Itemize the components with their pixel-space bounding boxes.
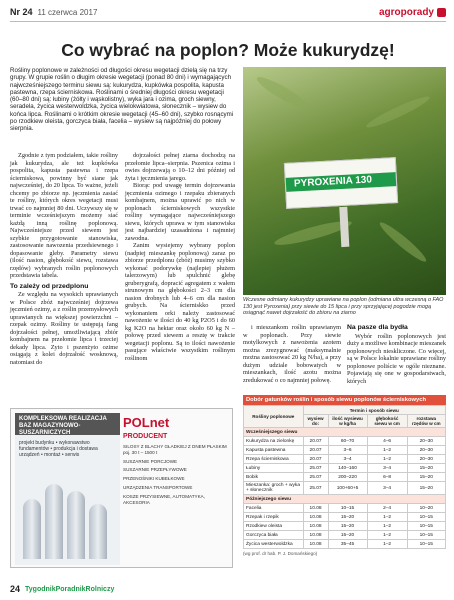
table-cell: 1–2 — [367, 531, 407, 540]
col2-paragraph-2: Biorąc pod uwagę termin dojrzewania jęczmienia ozimego i rzepaku zbieranych kombajnem, można uprawić po nich w poplonach ścierniskowych wszystkie rośliny wymagające najwcześniejszego siewu, których uprawa w tym stanowiska jest najbardziej uzasadniona i najmniej zawodna. — [125, 182, 235, 242]
table-cell: 1–2 — [367, 513, 407, 522]
article-title: Co wybrać na poplon? Może kukurydzę! — [61, 40, 395, 60]
table-row — [244, 446, 446, 455]
table-cell: 1–2 — [367, 446, 407, 455]
ad-product-line: PRZENOŚNIKI KUBEŁKOWE — [123, 476, 185, 482]
table-cell: 25.07 — [303, 473, 328, 482]
table-cell: Rzodkiew oleista — [244, 522, 304, 531]
ad-product-line: SILOSY Z BLACHY GŁADKIEJ Z DNEM PŁASKIM — [123, 444, 227, 449]
ad-right-panel — [123, 413, 228, 565]
polnet-logo: POLnet — [123, 415, 170, 430]
table-cell: 140–160 — [328, 464, 367, 473]
issue-date: 11 czerwca 2017 — [37, 7, 98, 17]
table-cell: 100+60+5 — [328, 482, 367, 495]
table-cell: 15–20 — [407, 473, 445, 482]
silo-image — [89, 504, 107, 559]
table-cell: 3–6 — [328, 446, 367, 455]
page-header — [10, 4, 446, 20]
column-4 — [347, 324, 446, 385]
table-cell: 10.08 — [303, 531, 328, 540]
table-row — [244, 513, 446, 522]
ad-product-line: SUSZARNIE PORCJOWE — [123, 458, 178, 464]
sowing-table — [243, 395, 446, 556]
table-header: wysiew do: — [303, 415, 328, 428]
table-source-note: (wg prof. dr hab. P. J. Domańskiego) — [243, 551, 318, 556]
table-cell: Rzepak i rzepik — [244, 513, 304, 522]
table-cell: 20.07 — [303, 437, 328, 446]
table-cell: 10–15 — [407, 513, 445, 522]
ad-product-line: poj. 30 t – 1500 t — [123, 449, 158, 455]
table-row — [244, 531, 446, 540]
table-header: Rośliny poplonowe — [244, 406, 304, 428]
table-cell: 1–2 — [367, 540, 407, 549]
variety-sign — [284, 157, 398, 209]
table-section: Późniejszego siewu — [244, 495, 446, 504]
ad-left-panel — [15, 413, 120, 565]
variety-sign-text: PYROXENIA 130 — [293, 174, 373, 190]
table-cell: 20–30 — [407, 437, 445, 446]
silo-image — [45, 484, 63, 559]
table-header: ilość wysiewu w kg/ha — [328, 415, 367, 428]
table-cell: 20–30 — [407, 455, 445, 464]
table-row — [244, 504, 446, 513]
table-row — [244, 482, 446, 495]
table-cell: 60–70 — [328, 437, 367, 446]
corn-field-photo — [243, 67, 446, 295]
table-cell: Życica westerwoldzka — [244, 540, 304, 549]
table-cell: Łubiny — [244, 464, 304, 473]
publication-title: TygodnikPoradnikRolniczy — [25, 585, 115, 593]
ad-producer-label: PRODUCENT — [123, 433, 168, 440]
table-cell: 1–2 — [367, 455, 407, 464]
table-cell: 10.08 — [303, 513, 328, 522]
column-2 — [125, 152, 235, 362]
table-cell: 15–20 — [328, 513, 367, 522]
col4-paragraph: Wybór roślin poplonowych jest duży a możliwe kombinacje mieszanek poplonowych nieskliczone. Co więcej, są w Polsce lokalnie uprawiane rośliny poplonowe poliście w ogóle nieznane. Pojawiają się one w gospodarstwach, których — [347, 332, 446, 385]
table-cell: 200–220 — [328, 473, 367, 482]
table-cell: 20.07 — [303, 455, 328, 464]
silo-image — [23, 499, 41, 559]
table-cell: 3–4 — [367, 464, 407, 473]
table-cell: Kukurydza na zielonkę — [244, 437, 304, 446]
table-cell: Facelia — [244, 504, 304, 513]
table-cell: 10.08 — [303, 522, 328, 531]
column-1 — [10, 152, 118, 366]
table-cell: 20–30 — [407, 446, 445, 455]
table-header: głębokość siewu w cm — [367, 415, 407, 428]
table-cell: 10–20 — [407, 504, 445, 513]
ad-product-line: SUSZARNIE PRZEPŁYWOWE — [123, 467, 187, 473]
ad-product-line: URZĄDZENIA TRANSPORTOWE — [123, 484, 193, 490]
article-lead: Rośliny poplonowe w zależności od długości okresu wegetacji dzielą się na trzy grupy. W grupie roślin o długim okresie wegetacji (ponad 80 dni) i wymagających najwcześniejszego terminu siewu są: kukurydza, kupkówka pospolita, kapusta pastewna, rzepa ścierniskowa. Roślinami o średniej długości okresu wegetacji (60–80 dni) są: łubiny (żółty i wąskolistny), wyka jara i ozima, groch siewny, seradela, życica westerwoldzka, życica wielokwiatowa, słonecznik – wysiew do końca lipca. Roślinami o krótkim okresie wegetacji (45–60 dni), szybko rosnącymi po rzodkiew oleista, gorczyca biała, facelia – wysiew są najpóźniej do połowy sierpnia. — [10, 67, 234, 133]
page-number: 24 — [10, 584, 21, 594]
table-cell: 15–20 — [407, 482, 445, 495]
table-cell: Gorczyca biała — [244, 531, 304, 540]
photo-caption: Wczesne odmiany kukurydzy uprawiane na poplon (odmiana ultra wczesną o FAO 130 jest Pyroxenia) przy siewie do 15 lipca i przy sprzyjającej pogodzie mogą osiągnąć nawet dojrzałość do zbioru na ziarno — [243, 297, 444, 317]
table-cell: 10.08 — [303, 504, 328, 513]
table-cell: 15–20 — [328, 531, 367, 540]
col1-paragraph: Zgodnie z tym podziałem, takie rośliny jak kukurydza, ale też kupkówka pospolita, kapusta pastewna i rzepa ścierniskowa, powinny być siane jak najwcześniej, do 20 lipca. To ważne, jeżeli chcemy po zbiorze np. jęczmienia zasiać te rośliny, których okres wegetacji musi trwać co najmniej 80 dni. Uczywszy się w terminie wcześniejszym możemy siać każdą inną roślinę poplonową. Najwcześniejsze przed siewem jest szybkie przygotowanie stanowiska, zastosowanie nawozenia przedsiewnego i dopasowanie gleby. Parametry siewu (ilość nasion, głębokość siewu, rozstawa rzędów) wybranych roślin poplonowych przedstawia tabela. — [10, 152, 118, 279]
table-cell: Mieszanka: groch + wyka + słonecznik — [244, 482, 304, 495]
section-heading-pasze: Na pasze dla bydła — [347, 324, 408, 331]
table-section: Wcześniejszego siewu — [244, 428, 446, 437]
table-title: Dobór gatunków roślin i sposób siewu poplonów ścierniskowych — [243, 395, 446, 405]
table-cell: 10–15 — [407, 540, 445, 549]
agroporady-logo: agroporady — [379, 7, 446, 18]
header-rule — [10, 21, 446, 22]
table-cell: 10–15 — [328, 504, 367, 513]
table-cell: Bobik — [244, 473, 304, 482]
silo-image — [67, 491, 85, 559]
table-cell: 3–4 — [328, 455, 367, 464]
table-cell: 15–20 — [407, 464, 445, 473]
table-cell: 25.07 — [303, 482, 328, 495]
table-cell: 3–4 — [367, 482, 407, 495]
brand-mark-icon — [437, 8, 446, 17]
table-cell: Kapusta pastewna — [244, 446, 304, 455]
table-cell: 35–45 — [328, 540, 367, 549]
table-cell: 20.07 — [303, 446, 328, 455]
table-cell: 25.07 — [303, 464, 328, 473]
table-cell: 10.08 — [303, 540, 328, 549]
table-cell: 6–8 — [367, 473, 407, 482]
ad-product-line: KOSZE PRZYSIEWNE, AUTOMATYKA, AKCESORIA — [123, 493, 206, 505]
table-cell: 4–6 — [367, 437, 407, 446]
table-cell: 10–15 — [407, 522, 445, 531]
table-header: rozstawa rzędów w cm — [407, 415, 445, 428]
column-3 — [243, 324, 341, 384]
col3-paragraph: i mieszankom roślin uprawianym w poplonach. Przy siewie motylkowych z nawożenia azotem można zrezygnować (maksymalnie można zastosować 20 kg N/ha), a przy dużym udziale bobowatych w mieszankach, ilość azotu można zredukować o co najmniej połowę. — [243, 324, 341, 384]
table-row — [244, 540, 446, 549]
col1-paragraph-2: Ze względu na wysokich uprawianych w Polsce zbóż najwcześniej dojrzewa jęczmień ozimy, a z roślin przemysłowych uprawianych na większej powierzchni – rzepak ozimy. Rośliny te ustępują fang dojrzałości pełnej, umożliwiającą zbiór kombajnem na przełomie lipca i trzeciej dekady lipca. Zyto i pszenżyto ozime osiągają z kolei dojrzałość wosknową, natomiast do — [10, 291, 118, 366]
col2-paragraph-3: Zanim wysiejemy wybrany poplon (nadpiej mieszankę poplonową) zaraz po zbiorze przedplonu (zbóż) musimy szybko wykonać podorywkę (najlepiej płużem talerzowym) lub spulchnić glebę gruberygrafą, dopracić agregatem z wałem strunowym na głębokości 2–3 cm dla nasion drobnych lub 4–6 cm dla nasion grubych. Na ścierniskko przed wykonaniem orki należy zastosować nawożenie w ilości do 40 kg P2O5 i do 60 kg K2O na hektar oraz około 60 kg N – połowę przed siewem a resztę w trakcie wegetacji poplonu. Są to ilości nawożenie pasujące właściwie wszystkim roślinym roślinom — [125, 242, 235, 362]
table-cell: 10–15 — [407, 531, 445, 540]
table-row — [244, 473, 446, 482]
table-cell: 2–4 — [367, 504, 407, 513]
page-footer — [10, 584, 114, 594]
table-row — [244, 455, 446, 464]
polnet-advertisement[interactable] — [10, 408, 233, 568]
col2-paragraph: dojrzałości pełnej ziarna dochodzą na przełomie lipca–sierpnia. Pszenica ozima i owies dojrzewają o 10–12 dni później od żyta i jęczmienia jarego. — [125, 152, 235, 182]
ad-services: projekt budynku • wykonawstwo fundamentów • produkcja i dostawa urządzeń • montaż • serwis — [19, 440, 98, 458]
table-header: Termin i sposób siewu — [303, 406, 445, 415]
issue-number: Nr 24 — [10, 7, 33, 17]
table-row — [244, 437, 446, 446]
ad-headline: KOMPLEKSOWA REALIZACJA BAZ MAGAZYNOWO-SUSZARNICZYCH — [15, 413, 120, 435]
table-row — [244, 522, 446, 531]
table-cell: 15–20 — [328, 522, 367, 531]
table-row — [244, 464, 446, 473]
table-cell: 1–2 — [367, 522, 407, 531]
table-cell: Rzepa ścierniskowa — [244, 455, 304, 464]
section-heading-przedplon: To zależy od przedplonu — [10, 282, 89, 290]
